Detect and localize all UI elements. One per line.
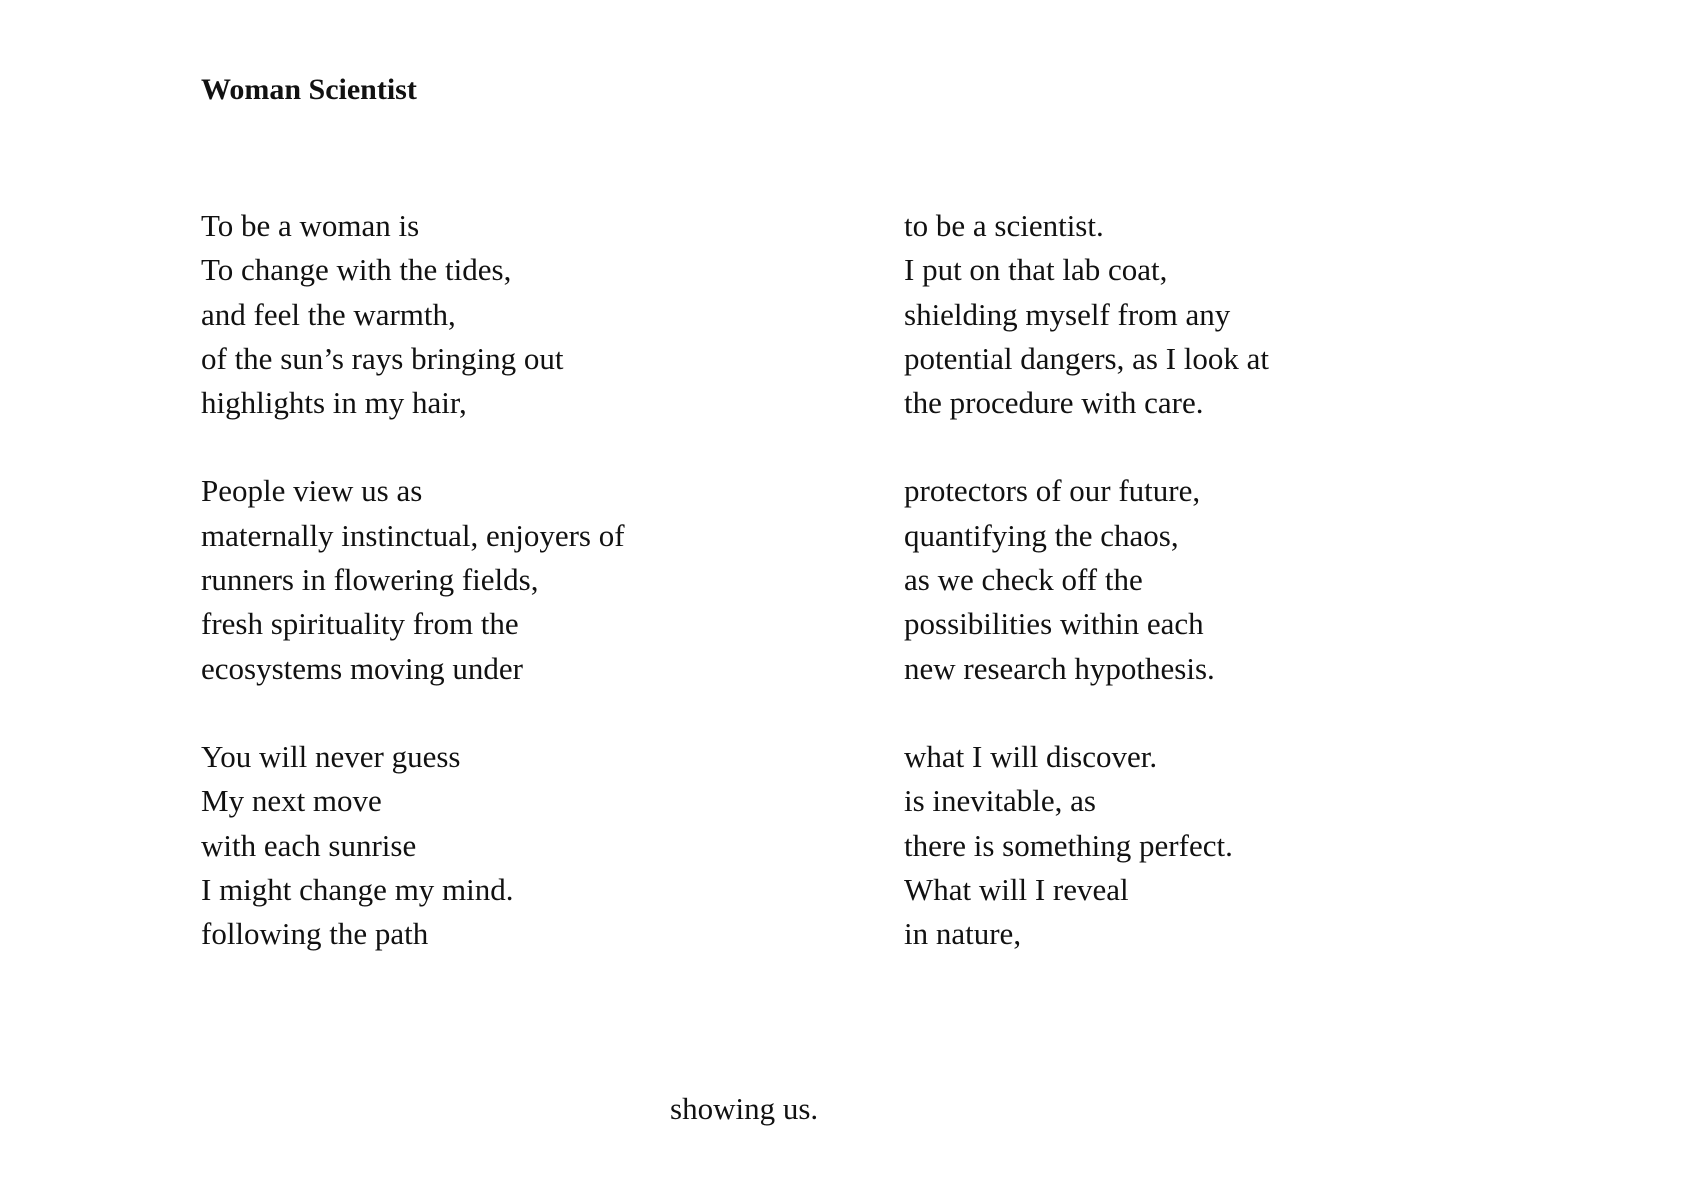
poem-line: runners in flowering fields, xyxy=(201,562,539,598)
poem-line: ecosystems moving under xyxy=(201,650,524,686)
poem-line: potential dangers, as I look at xyxy=(904,340,1270,376)
stanza xyxy=(904,469,1524,690)
poem-line: in nature, xyxy=(904,916,1022,952)
poem-line: To change with the tides, xyxy=(201,252,512,288)
poem-line: protectors of our future, xyxy=(904,473,1201,509)
poem-line: following the path xyxy=(201,916,429,952)
closing-line: showing us. xyxy=(670,1091,819,1126)
poem-title: Woman Scientist xyxy=(201,73,417,106)
poem-line: What will I reveal xyxy=(904,871,1129,907)
poem-line: new research hypothesis. xyxy=(904,650,1215,686)
poem-line: possibilities within each xyxy=(904,606,1204,642)
poem-left-column xyxy=(201,204,821,1000)
poem-line: of the sun’s rays bringing out xyxy=(201,340,564,376)
poem-line: with each sunrise xyxy=(201,827,417,863)
poem-line: and feel the warmth, xyxy=(201,296,456,332)
poem-right-column xyxy=(904,204,1524,1000)
stanza xyxy=(904,735,1524,956)
poem-line: I put on that lab coat, xyxy=(904,252,1168,288)
poem-line: shielding myself from any xyxy=(904,296,1231,332)
stanza xyxy=(201,735,821,956)
poem-line: is inevitable, as xyxy=(904,783,1096,819)
poem-line: You will never guess xyxy=(201,738,461,774)
poem-line: there is something perfect. xyxy=(904,827,1233,863)
stanza xyxy=(904,204,1524,425)
poem-line: as we check off the xyxy=(904,562,1143,598)
poem-line: I might change my mind. xyxy=(201,871,514,907)
poem-line: To be a woman is xyxy=(201,208,420,243)
poem-line: what I will discover. xyxy=(904,738,1158,774)
poem-line: quantifying the chaos, xyxy=(904,517,1179,553)
poem-line: maternally instinctual, enjoyers of xyxy=(201,517,625,553)
stanza xyxy=(201,204,821,425)
poem-line: highlights in my hair, xyxy=(201,385,467,421)
stanza xyxy=(201,469,821,690)
poem-line: People view us as xyxy=(201,473,423,509)
poem-line: My next move xyxy=(201,783,382,819)
poem-line: the procedure with care. xyxy=(904,385,1204,421)
poem-line: to be a scientist. xyxy=(904,208,1104,243)
poem-line: fresh spirituality from the xyxy=(201,606,519,642)
